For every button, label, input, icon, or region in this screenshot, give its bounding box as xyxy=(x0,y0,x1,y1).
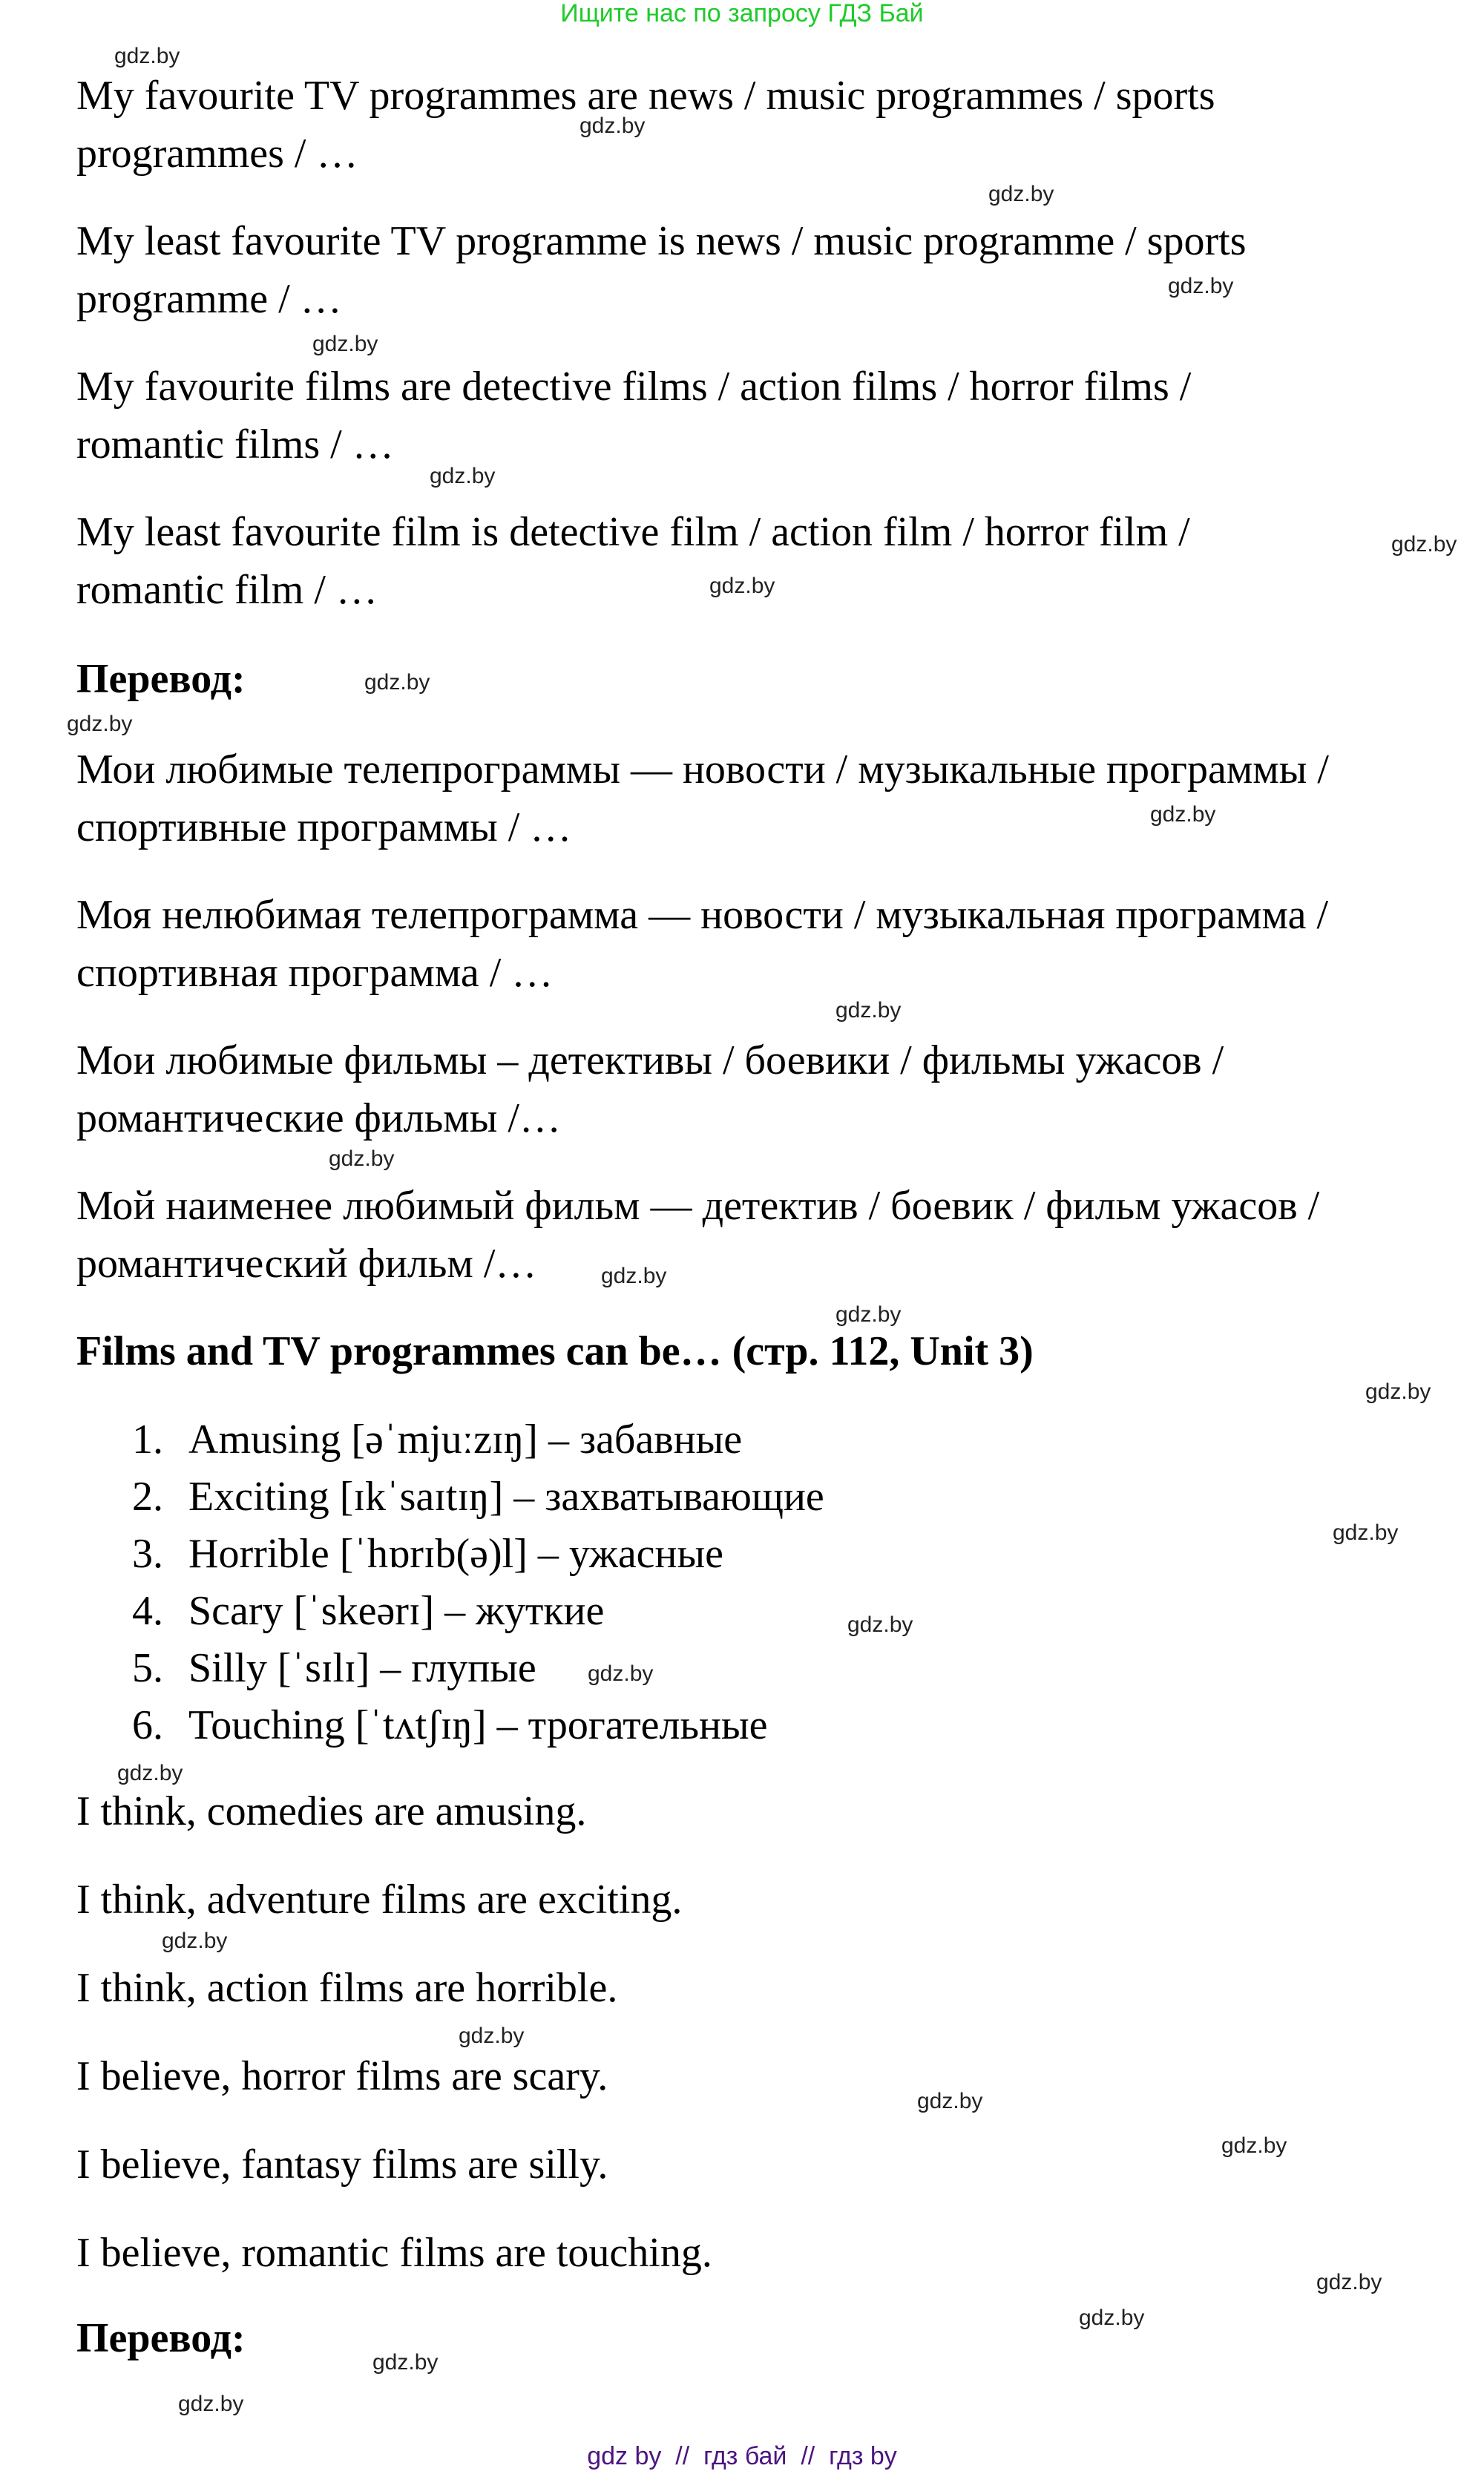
translation-heading: Перевод: xyxy=(76,656,246,702)
top-banner: Ищите нас по запросу ГДЗ Бай xyxy=(560,0,924,27)
watermark: gdz.by xyxy=(835,998,902,1023)
watermark: gdz.by xyxy=(178,2392,244,2416)
russian-line: спортивные программы / … xyxy=(76,804,572,850)
vocab-item xyxy=(132,1471,824,1523)
watermark: gdz.by xyxy=(117,1761,183,1785)
watermark: gdz.by xyxy=(1316,2270,1382,2294)
watermark: gdz.by xyxy=(835,1302,902,1327)
watermark: gdz.by xyxy=(917,2089,983,2113)
watermark: gdz.by xyxy=(329,1146,395,1171)
watermark: gdz.by xyxy=(67,712,133,736)
english-line: My least favourite TV programme is news / music programme / sports xyxy=(76,218,1247,264)
opinion-line: I think, action films are horrible. xyxy=(76,1965,618,2011)
section-heading: Films and TV programmes can be… (стр. 112, Unit 3) xyxy=(76,1328,1034,1374)
vocab-text: Amusing [əˈmjuːzɪŋ] – забавные xyxy=(188,1417,743,1463)
watermark: gdz.by xyxy=(988,182,1054,206)
vocab-text: Scary [ˈskeərɪ] – жуткие xyxy=(188,1588,605,1634)
watermark: gdz.by xyxy=(364,670,430,695)
watermark: gdz.by xyxy=(372,2350,439,2375)
watermark: gdz.by xyxy=(1365,1379,1431,1404)
vocab-text: Touching [ˈtʌtʃɪŋ] – трогательные xyxy=(188,1702,768,1748)
opinion-line: I believe, romantic films are touching. xyxy=(76,2230,712,2276)
vocab-item xyxy=(132,1642,536,1694)
vocab-number: 4. xyxy=(132,1588,163,1634)
vocab-number: 3. xyxy=(132,1531,163,1577)
english-line: My favourite films are detective films / action films / horror films / xyxy=(76,364,1192,410)
watermark: gdz.by xyxy=(1391,532,1457,557)
english-line: romantic films / … xyxy=(76,421,394,467)
vocab-text: Silly [ˈsɪlɪ] – глупые xyxy=(188,1645,536,1691)
vocab-item xyxy=(132,1414,742,1466)
opinion-line: I think, comedies are amusing. xyxy=(76,1788,587,1834)
opinion-line: I believe, fantasy films are silly. xyxy=(76,2142,608,2188)
watermark: gdz.by xyxy=(1333,1520,1399,1545)
watermark: gdz.by xyxy=(1150,802,1216,827)
russian-line: Мои любимые телепрограммы — новости / музыкальные программы / xyxy=(76,747,1329,793)
opinion-line: I believe, horror films are scary. xyxy=(76,2053,608,2099)
watermark: gdz.by xyxy=(709,574,775,598)
watermark: gdz.by xyxy=(1079,2306,1145,2330)
vocab-number: 6. xyxy=(132,1702,163,1748)
translation-heading: Перевод: xyxy=(76,2315,246,2361)
english-line: romantic film / … xyxy=(76,567,378,613)
watermark: gdz.by xyxy=(1168,274,1234,298)
russian-line: спортивная программа / … xyxy=(76,950,554,996)
watermark: gdz.by xyxy=(162,1929,228,1953)
russian-line: Мои любимые фильмы – детективы / боевики / фильмы ужасов / xyxy=(76,1037,1224,1083)
watermark: gdz.by xyxy=(312,332,378,356)
russian-line: Мой наименее любимый фильм — детектив / боевик / фильм ужасов / xyxy=(76,1183,1320,1229)
vocab-number: 1. xyxy=(132,1417,163,1463)
vocab-number: 5. xyxy=(132,1645,163,1691)
english-line: programme / … xyxy=(76,276,342,322)
watermark: gdz.by xyxy=(1221,2133,1287,2158)
watermark: gdz.by xyxy=(601,1264,667,1288)
english-line: programmes / … xyxy=(76,131,358,177)
watermark: gdz.by xyxy=(459,2024,525,2048)
vocab-text: Exciting [ɪkˈsaɪtɪŋ] – захватывающие xyxy=(188,1474,824,1520)
vocab-item xyxy=(132,1585,604,1637)
watermark: gdz.by xyxy=(580,114,646,138)
vocab-number: 2. xyxy=(132,1474,163,1520)
opinion-line: I think, adventure films are exciting. xyxy=(76,1877,683,1923)
watermark: gdz.by xyxy=(847,1612,913,1637)
russian-line: Моя нелюбимая телепрограмма — новости / музыкальная программа / xyxy=(76,892,1329,938)
bottom-banner: gdz by // гдз бай // гдз by xyxy=(587,2442,897,2470)
russian-line: романтические фильмы /… xyxy=(76,1095,561,1141)
vocab-item xyxy=(132,1528,723,1580)
vocab-item xyxy=(132,1699,767,1751)
watermark: gdz.by xyxy=(588,1661,654,1686)
vocab-text: Horrible [ˈhɒrɪb(ə)l] – ужасные xyxy=(188,1531,723,1577)
watermark: gdz.by xyxy=(430,464,496,488)
russian-line: романтический фильм /… xyxy=(76,1241,537,1287)
watermark: gdz.by xyxy=(114,44,180,68)
english-line: My favourite TV programmes are news / music programmes / sports xyxy=(76,73,1215,119)
english-line: My least favourite film is detective film / action film / horror film / xyxy=(76,509,1190,555)
